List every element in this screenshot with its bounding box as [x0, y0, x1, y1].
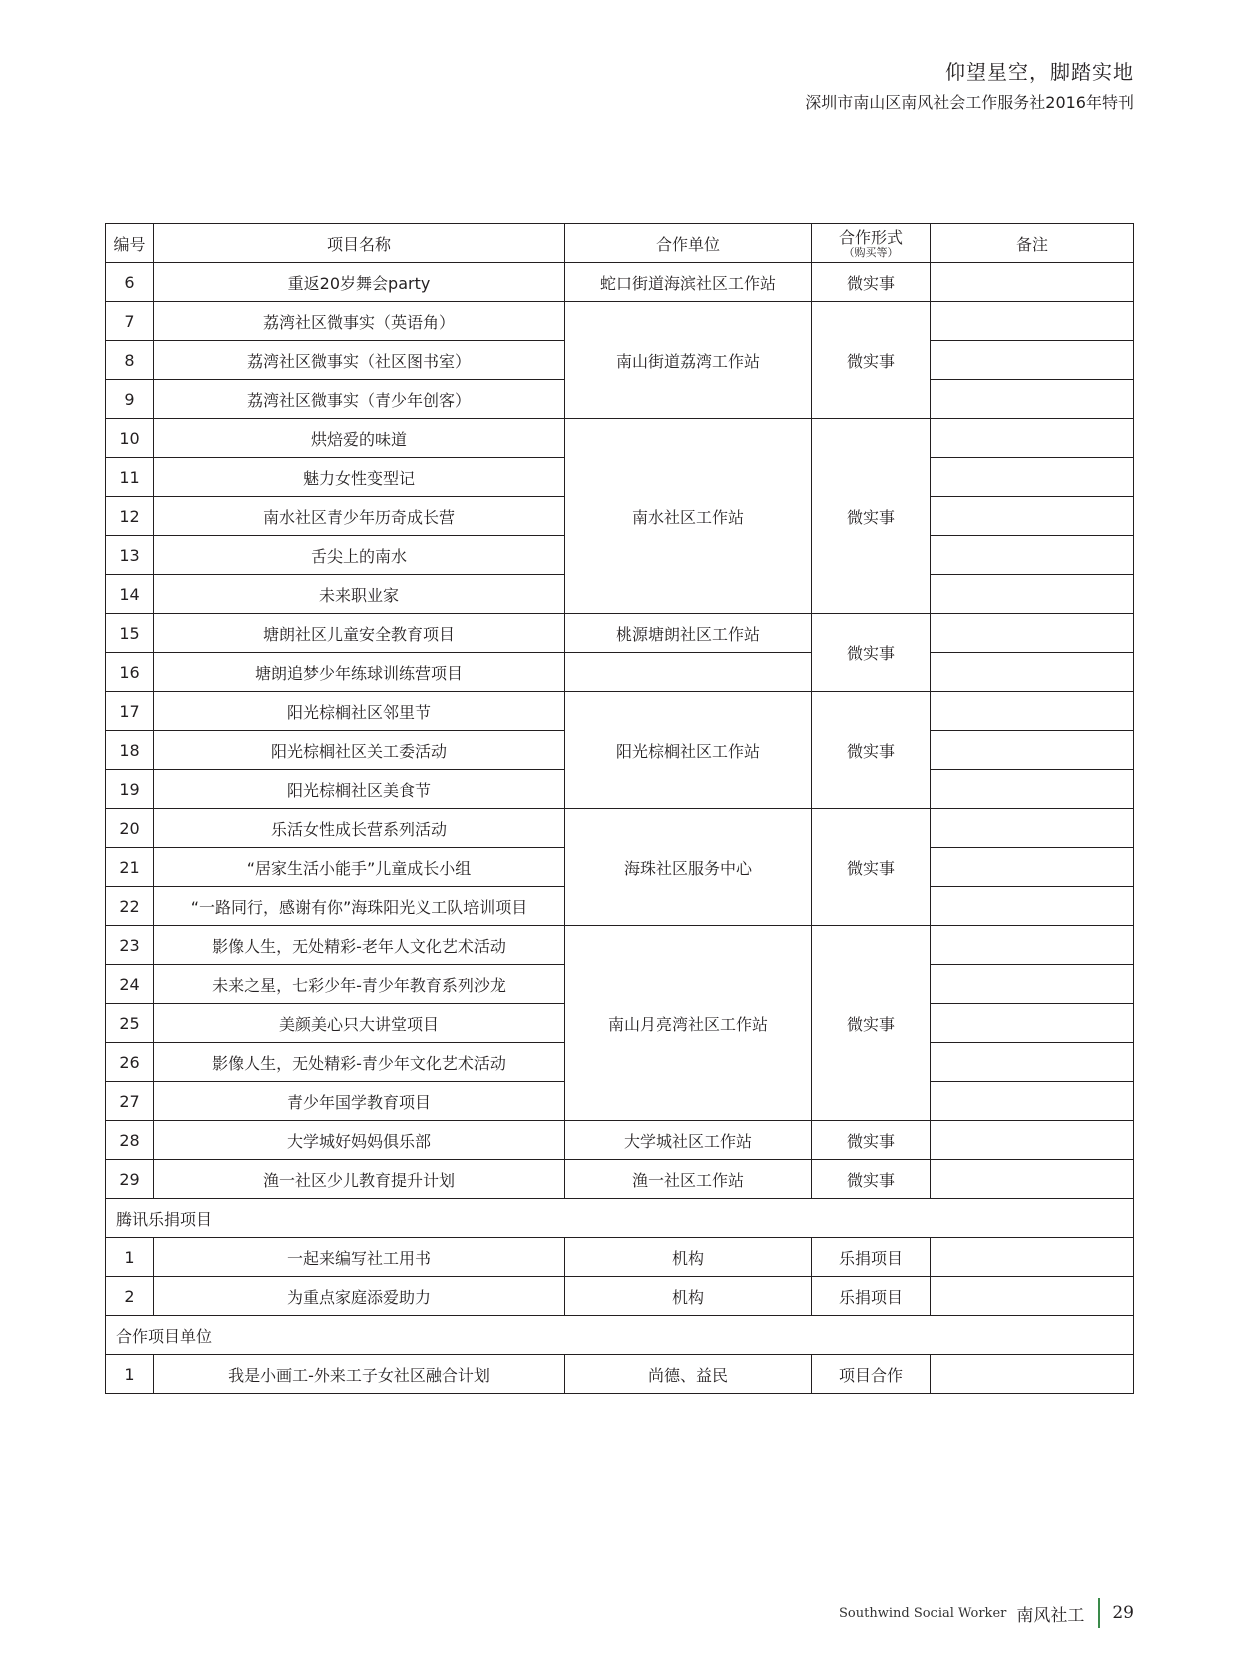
cell-form: 微实事	[812, 692, 931, 809]
cell-no: 1	[106, 1238, 154, 1277]
cell-name: 荔湾社区微事实（青少年创客）	[154, 380, 565, 419]
cell-name: 烘焙爱的味道	[154, 419, 565, 458]
cell-no: 7	[106, 302, 154, 341]
cell-no: 19	[106, 770, 154, 809]
cell-name: 重返20岁舞会party	[154, 263, 565, 302]
cell-note	[931, 497, 1134, 536]
header-name: 项目名称	[154, 224, 565, 263]
cell-note	[931, 575, 1134, 614]
cell-note	[931, 302, 1134, 341]
project-table	[105, 223, 1134, 1394]
cell-no: 20	[106, 809, 154, 848]
cell-no: 2	[106, 1277, 154, 1316]
header-form-sub: （购买等）	[843, 245, 899, 259]
cell-no: 14	[106, 575, 154, 614]
cell-partner: 南山街道荔湾工作站	[565, 302, 812, 419]
cell-note	[931, 731, 1134, 770]
page-footer	[839, 1598, 1134, 1628]
cell-partner: 南山月亮湾社区工作站	[565, 926, 812, 1121]
cell-note	[931, 458, 1134, 497]
table-header-row	[106, 224, 1134, 263]
cell-note	[931, 1043, 1134, 1082]
cell-no: 15	[106, 614, 154, 653]
table-row	[106, 1277, 1134, 1316]
table-row	[106, 419, 1134, 458]
cell-note	[931, 380, 1134, 419]
table-row	[106, 926, 1134, 965]
cell-note	[931, 419, 1134, 458]
cell-name: 影像人生，无处精彩-老年人文化艺术活动	[154, 926, 565, 965]
cell-partner: 桃源塘朗社区工作站	[565, 614, 812, 653]
cell-no: 22	[106, 887, 154, 926]
cell-note	[931, 926, 1134, 965]
table-row	[106, 1355, 1134, 1394]
cell-form: 微实事	[812, 614, 931, 692]
cell-no: 25	[106, 1004, 154, 1043]
cell-note	[931, 887, 1134, 926]
page-header	[805, 58, 1134, 116]
table-row	[106, 302, 1134, 341]
cell-no: 17	[106, 692, 154, 731]
table-row	[106, 809, 1134, 848]
cell-no: 24	[106, 965, 154, 1004]
cell-no: 6	[106, 263, 154, 302]
cell-no: 12	[106, 497, 154, 536]
cell-form: 微实事	[812, 809, 931, 926]
header-note: 备注	[931, 224, 1134, 263]
header-no: 编号	[106, 224, 154, 263]
cell-name: 塘朗追梦少年练球训练营项目	[154, 653, 565, 692]
cell-note	[931, 653, 1134, 692]
cell-name: 大学城好妈妈俱乐部	[154, 1121, 565, 1160]
cell-name: 一起来编写社工用书	[154, 1238, 565, 1277]
cell-name: “一路同行，感谢有你”海珠阳光义工队培训项目	[154, 887, 565, 926]
header-form	[812, 224, 931, 263]
cell-note	[931, 1004, 1134, 1043]
cell-form: 项目合作	[812, 1355, 931, 1394]
cell-note	[931, 809, 1134, 848]
cell-partner: 蛇口街道海滨社区工作站	[565, 263, 812, 302]
cell-name: 舌尖上的南水	[154, 536, 565, 575]
cell-note	[931, 341, 1134, 380]
cell-form: 乐捐项目	[812, 1238, 931, 1277]
cell-no: 1	[106, 1355, 154, 1394]
footer-divider	[1098, 1598, 1100, 1628]
cell-partner: 机构	[565, 1277, 812, 1316]
cell-no: 16	[106, 653, 154, 692]
cell-name: 美颜美心只大讲堂项目	[154, 1004, 565, 1043]
cell-no: 26	[106, 1043, 154, 1082]
cell-name: 南水社区青少年历奇成长营	[154, 497, 565, 536]
header-partner: 合作单位	[565, 224, 812, 263]
cell-note	[931, 1355, 1134, 1394]
table-row	[106, 1238, 1134, 1277]
cell-partner: 大学城社区工作站	[565, 1121, 812, 1160]
cell-note	[931, 848, 1134, 887]
cell-note	[931, 965, 1134, 1004]
cell-form: 乐捐项目	[812, 1277, 931, 1316]
cell-name: 魅力女性变型记	[154, 458, 565, 497]
cell-note	[931, 1082, 1134, 1121]
page-number: 29	[1112, 1603, 1134, 1623]
cell-note	[931, 1121, 1134, 1160]
cell-note	[931, 536, 1134, 575]
table-row	[106, 653, 1134, 692]
cell-no: 10	[106, 419, 154, 458]
footer-english: Southwind Social Worker	[839, 1605, 1007, 1621]
cell-name: 青少年国学教育项目	[154, 1082, 565, 1121]
cell-note	[931, 263, 1134, 302]
cell-no: 21	[106, 848, 154, 887]
cell-note	[931, 614, 1134, 653]
table-row	[106, 692, 1134, 731]
cell-form: 微实事	[812, 1121, 931, 1160]
cell-no: 9	[106, 380, 154, 419]
cell-form: 微实事	[812, 302, 931, 419]
header-form-label: 合作形式	[838, 227, 903, 247]
cell-form: 微实事	[812, 1160, 931, 1199]
cell-note	[931, 1277, 1134, 1316]
cell-name: 阳光棕榈社区邻里节	[154, 692, 565, 731]
table-row	[106, 263, 1134, 302]
section-row	[106, 1199, 1134, 1238]
cell-no: 29	[106, 1160, 154, 1199]
cell-name: 为重点家庭添爱助力	[154, 1277, 565, 1316]
cell-name: 未来之星，七彩少年-青少年教育系列沙龙	[154, 965, 565, 1004]
table-row	[106, 1160, 1134, 1199]
section-row	[106, 1316, 1134, 1355]
cell-no: 27	[106, 1082, 154, 1121]
cell-no: 13	[106, 536, 154, 575]
cell-partner: 南水社区工作站	[565, 419, 812, 614]
cell-note	[931, 770, 1134, 809]
cell-no: 28	[106, 1121, 154, 1160]
cell-name: 影像人生，无处精彩-青少年文化艺术活动	[154, 1043, 565, 1082]
cell-note	[931, 1238, 1134, 1277]
cell-partner: 海珠社区服务中心	[565, 809, 812, 926]
cell-name: 渔一社区少儿教育提升计划	[154, 1160, 565, 1199]
cell-partner: 尚德、益民	[565, 1355, 812, 1394]
cell-name: 阳光棕榈社区关工委活动	[154, 731, 565, 770]
cell-name: 我是小画工-外来工子女社区融合计划	[154, 1355, 565, 1394]
section-title: 合作项目单位	[106, 1316, 1134, 1355]
section-title: 腾讯乐捐项目	[106, 1199, 1134, 1238]
cell-partner: 渔一社区工作站	[565, 1160, 812, 1199]
table-row	[106, 614, 1134, 653]
cell-name: 乐活女性成长营系列活动	[154, 809, 565, 848]
footer-chinese: 南风社工	[1016, 1605, 1085, 1626]
cell-name: 未来职业家	[154, 575, 565, 614]
cell-no: 18	[106, 731, 154, 770]
header-title: 仰望星空，脚踏实地	[945, 60, 1134, 84]
cell-form: 微实事	[812, 263, 931, 302]
cell-name: 塘朗社区儿童安全教育项目	[154, 614, 565, 653]
cell-note	[931, 1160, 1134, 1199]
cell-no: 23	[106, 926, 154, 965]
cell-form: 微实事	[812, 926, 931, 1121]
cell-no: 8	[106, 341, 154, 380]
cell-partner: 机构	[565, 1238, 812, 1277]
cell-note	[931, 692, 1134, 731]
header-subtitle: 深圳市南山区南风社会工作服务社2016年特刊	[805, 93, 1134, 112]
cell-name: 荔湾社区微事实（英语角）	[154, 302, 565, 341]
cell-name: 荔湾社区微事实（社区图书室）	[154, 341, 565, 380]
cell-form: 微实事	[812, 419, 931, 614]
cell-name: 阳光棕榈社区美食节	[154, 770, 565, 809]
cell-name: “居家生活小能手”儿童成长小组	[154, 848, 565, 887]
cell-partner: 阳光棕榈社区工作站	[565, 692, 812, 809]
cell-no: 11	[106, 458, 154, 497]
cell-partner-empty	[565, 653, 812, 692]
table-row	[106, 1121, 1134, 1160]
